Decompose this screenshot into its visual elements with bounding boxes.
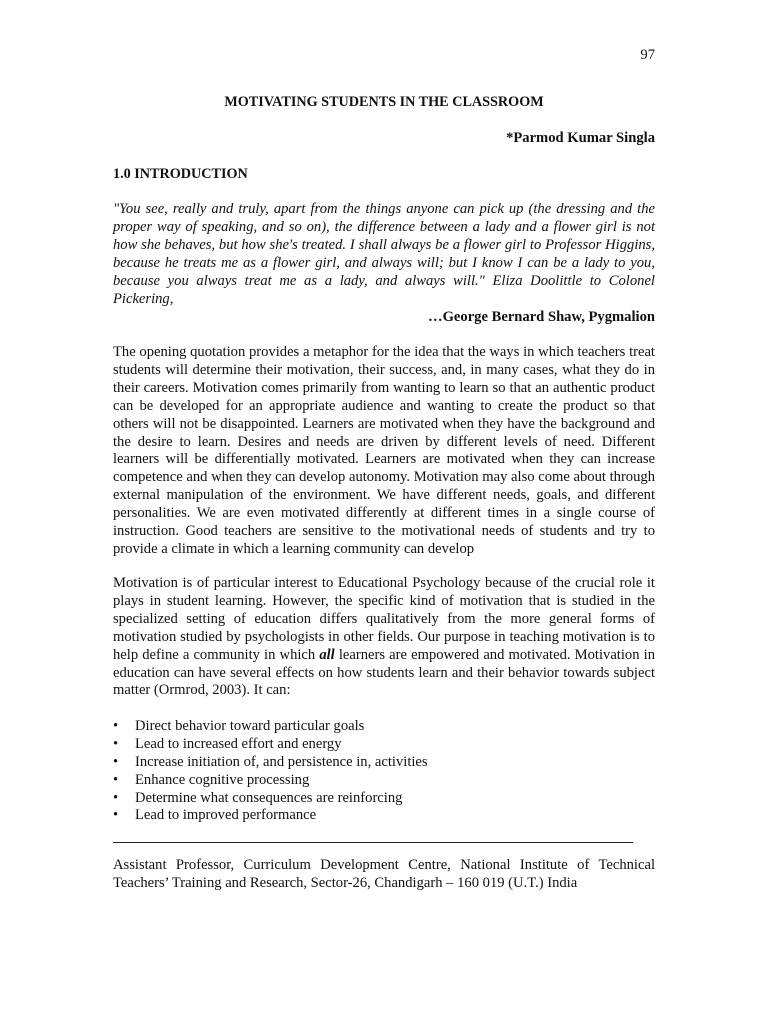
quote-attribution: …George Bernard Shaw, Pygmalion bbox=[427, 309, 655, 325]
bullet-icon: • bbox=[113, 718, 119, 734]
epigraph-quote: "You see, really and truly, apart from the things anyone can pick up (the dressing and the proper way of speaking, and so on), the difference between a lady and a flower girl is not how she behaves, but how she's treated. I shall always be a flower girl to Professor Higgins, because he treats me as a flower girl, and always will; but I know I can be a lady to you, because you always treat me as a lady, and always will." Eliza Doolittle to Colonel Pickering, bbox=[113, 201, 655, 307]
bullet-icon: • bbox=[113, 735, 119, 752]
list-item-text: Increase initiation of, and persistence in, activities bbox=[135, 753, 428, 770]
paragraph-2-text-after: learners are empowered and motivated. Motivation in education can have several effects on how students learn and their behavior towards subject matter (Ormrod, 2003). It can: bbox=[113, 646, 655, 699]
list-item bbox=[113, 736, 655, 754]
list-item-text: Direct behavior toward particular goals bbox=[135, 718, 365, 734]
list-item-text: Lead to improved performance bbox=[135, 807, 317, 824]
section-heading: 1.0 INTRODUCTION bbox=[113, 166, 248, 182]
list-item-text: Lead to increased effort and energy bbox=[135, 735, 342, 752]
author-name: *Parmod Kumar Singla bbox=[506, 130, 655, 146]
bullet-icon: • bbox=[113, 807, 119, 824]
page-number: 97 bbox=[640, 47, 655, 63]
paragraph-2 bbox=[113, 575, 655, 700]
list-item bbox=[113, 790, 655, 808]
list-item bbox=[113, 754, 655, 772]
list-item bbox=[113, 718, 655, 736]
bullet-list bbox=[113, 718, 655, 825]
document-page bbox=[113, 0, 655, 1024]
article-title: MOTIVATING STUDENTS IN THE CLASSROOM bbox=[224, 94, 544, 110]
bullet-icon: • bbox=[113, 789, 119, 806]
author-affiliation-footnote: Assistant Professor, Curriculum Development Centre, National Institute of Technical Teachers’ Training and Research, Sector-26, Chandigarh – 160 019 (U.T.) India bbox=[113, 857, 655, 891]
bullet-icon: • bbox=[113, 771, 119, 788]
paragraph-1: The opening quotation provides a metaphor for the idea that the ways in which teachers treat students will determine their motivation, their success, and, in many cases, what they do in their careers. Motivation comes primarily from wanting to learn so that an authentic product can be developed for an appropriate audience and wanting to create the product so that others will not be disappointed. Learners are motivated when they have the background and the desire to learn. Desires and needs are driven by different levels of need. Different learners will be differentially motivated. Learners are motivated when they can increase competence and when they can develop autonomy. Motivation may also come about through external manipulation of the environment. We have different needs, goals, and different personalities. We are even motivated differently at different times in a single course of instruction. Good teachers are sensitive to the motivational needs of students and try to provide a climate in which a learning community can develop bbox=[113, 344, 655, 557]
paragraph-2-emphasis: all bbox=[319, 646, 335, 663]
paragraph-2-text-before: Motivation is of particular interest to Educational Psychology because of the crucial role it plays in student learning. However, the specific kind of motivation that is studied in the specialized setting of education differs qualitatively from the more general forms of motivation studied by psychologists in other fields. Our purpose in teaching motivation is to help define a community in which bbox=[113, 575, 655, 663]
list-item-text: Determine what consequences are reinforcing bbox=[135, 789, 403, 806]
list-item bbox=[113, 772, 655, 790]
bullet-icon: • bbox=[113, 753, 119, 770]
footnote-divider bbox=[113, 842, 633, 843]
list-item bbox=[113, 807, 655, 825]
list-item-text: Enhance cognitive processing bbox=[135, 771, 310, 788]
